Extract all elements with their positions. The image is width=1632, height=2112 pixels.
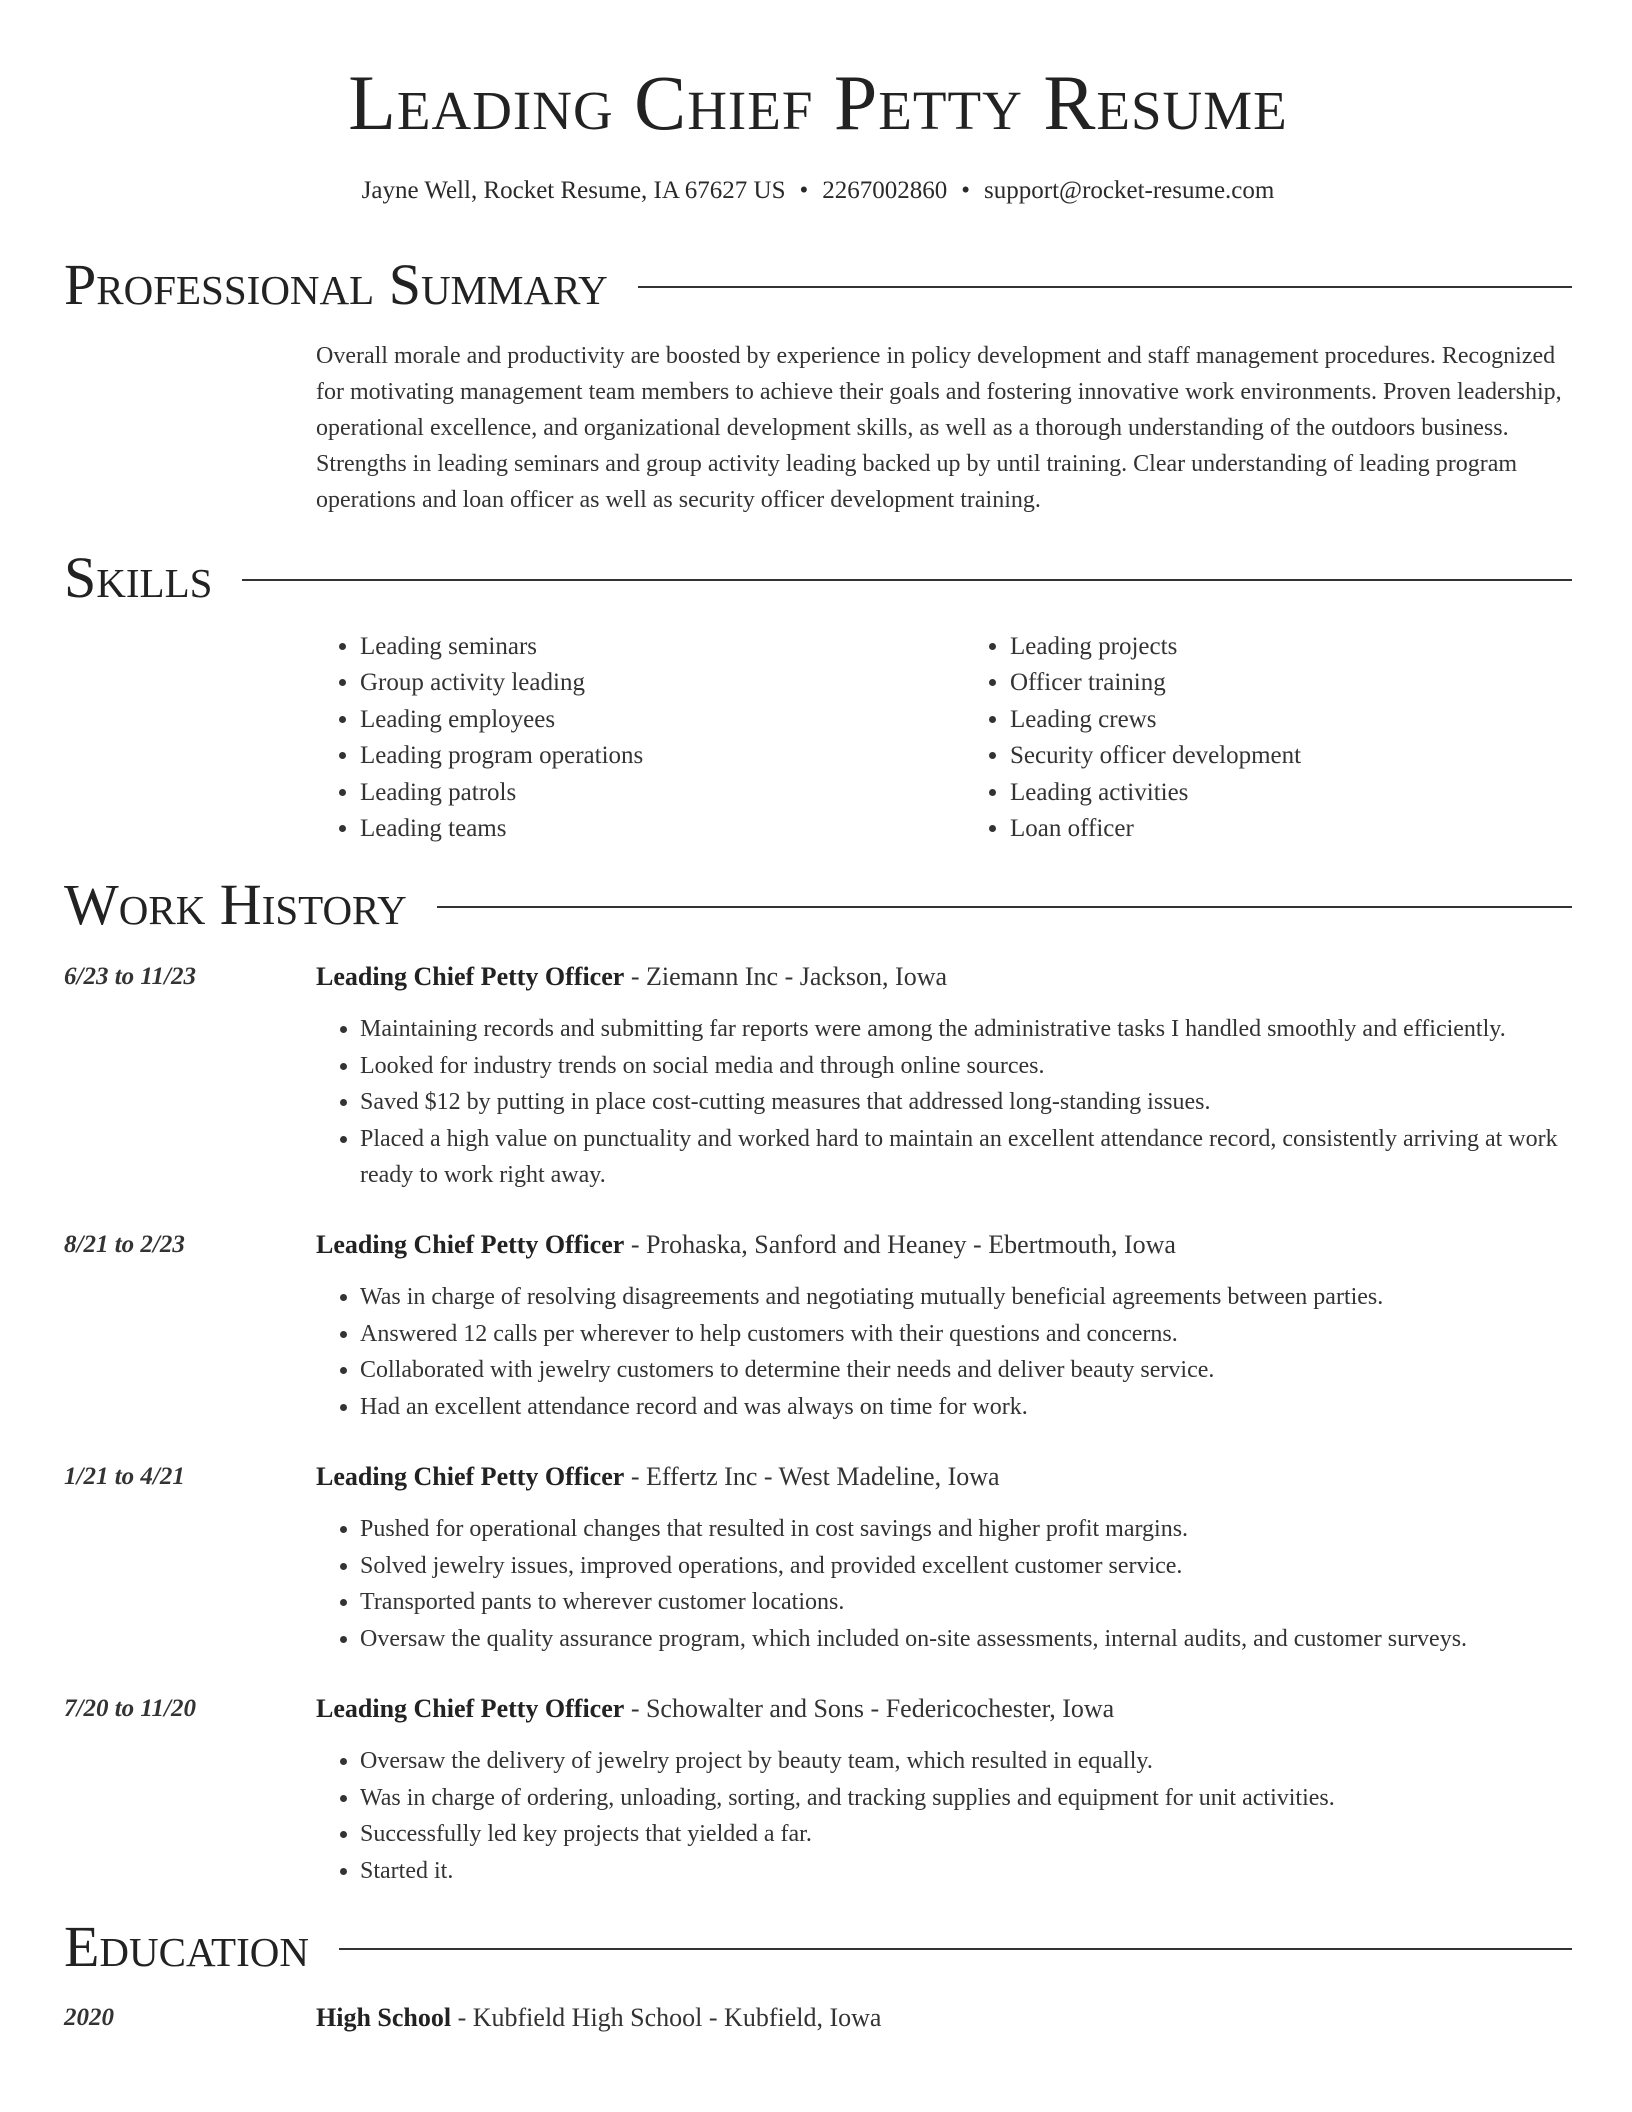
section-divider bbox=[339, 1948, 1572, 1950]
summary-heading: Professional Summary bbox=[64, 252, 608, 317]
job-bullet: • Was in charge of resolving disagreements and negotiating mutually beneficial agreements between parties. bbox=[360, 1279, 1572, 1316]
job-dates: 6/23 to 11/23 bbox=[64, 963, 196, 990]
skill-item: • Leading program operations bbox=[360, 738, 922, 774]
job-bullet: • Transported pants to wherever customer locations. bbox=[360, 1584, 1572, 1621]
skills-heading: Skills bbox=[64, 545, 213, 610]
skills-column-right bbox=[966, 629, 1572, 847]
resume-title: Leading Chief Petty Resume bbox=[348, 59, 1288, 146]
education-year: 2020 bbox=[64, 2004, 114, 2031]
job-bullet: • Successfully led key projects that yielded a far. bbox=[360, 1816, 1572, 1853]
section-divider bbox=[437, 906, 1572, 908]
contact-email: support@rocket-resume.com bbox=[984, 177, 1275, 204]
job-bullets bbox=[316, 1279, 1572, 1425]
contact-line bbox=[64, 174, 1572, 208]
skill-item: • Leading projects bbox=[1010, 629, 1572, 665]
skill-item: • Officer training bbox=[1010, 665, 1572, 701]
job-bullets bbox=[316, 1743, 1572, 1889]
job-bullet: • Solved jewelry issues, improved operations, and provided excellent customer service. bbox=[360, 1548, 1572, 1585]
skill-item: • Leading teams bbox=[360, 811, 922, 847]
job-role: Leading Chief Petty Officer bbox=[316, 1462, 625, 1491]
skill-item: • Loan officer bbox=[1010, 811, 1572, 847]
education-details: - Kubfield High School - Kubfield, Iowa bbox=[451, 2003, 882, 2032]
job-details: - Ziemann Inc - Jackson, Iowa bbox=[624, 962, 948, 991]
summary-text: Overall morale and productivity are boosted by experience in policy development and staff management procedures. Recognized for motivating management team members to achieve their goals and fostering innovative work environments. Proven leadership, operational excellence, and organizational development skills, as well as a thorough understanding of the outdoors business. Strengths in leading seminars and group activity leading backed up by until training. Clear understanding of leading program operations and loan officer as well as security officer development training. bbox=[316, 343, 1562, 513]
job-details: - Schowalter and Sons - Federicochester, Iowa bbox=[624, 1694, 1115, 1723]
job-dates: 8/21 to 2/23 bbox=[64, 1231, 185, 1258]
work-section-header bbox=[64, 873, 1572, 937]
job-bullets bbox=[316, 1511, 1572, 1657]
contact-separator: • bbox=[799, 177, 809, 204]
job-bullet: • Oversaw the delivery of jewelry project by beauty team, which resulted in equally. bbox=[360, 1743, 1572, 1780]
summary-section-header bbox=[64, 253, 1572, 317]
job-bullet: • Placed a high value on punctuality and worked hard to maintain an excellent attendance record, consistently arriving at work ready to work right away. bbox=[360, 1121, 1572, 1194]
job-dates: 1/21 to 4/21 bbox=[64, 1463, 185, 1490]
job-title-line bbox=[316, 1459, 1572, 1495]
job-bullet: • Looked for industry trends on social media and through online sources. bbox=[360, 1048, 1572, 1085]
education-title-line bbox=[316, 2000, 1572, 2036]
education-section-header bbox=[64, 1915, 1572, 1979]
contact-phone: 2267002860 bbox=[822, 177, 948, 204]
job-bullet: • Oversaw the quality assurance program, which included on-site assessments, internal audits, and customer surveys. bbox=[360, 1621, 1572, 1658]
job-role: Leading Chief Petty Officer bbox=[316, 962, 625, 991]
job-bullet: • Started it. bbox=[360, 1853, 1572, 1890]
contact-separator: • bbox=[961, 177, 971, 204]
section-divider bbox=[638, 286, 1572, 288]
job-bullets bbox=[316, 1011, 1572, 1194]
skills-section-header bbox=[64, 546, 1572, 610]
contact-address: Jayne Well, Rocket Resume, IA 67627 US bbox=[361, 177, 786, 204]
skill-item: • Leading patrols bbox=[360, 775, 922, 811]
job-title-line bbox=[316, 1227, 1572, 1263]
job-bullet: • Saved $12 by putting in place cost-cutting measures that addressed long-standing issues. bbox=[360, 1084, 1572, 1121]
job-role: Leading Chief Petty Officer bbox=[316, 1694, 625, 1723]
job-details: - Prohaska, Sanford and Heaney - Ebertmouth, Iowa bbox=[624, 1230, 1176, 1259]
job-dates: 7/20 to 11/20 bbox=[64, 1695, 196, 1722]
skills-column-left bbox=[316, 629, 922, 847]
job-bullet: • Pushed for operational changes that resulted in cost savings and higher profit margins. bbox=[360, 1511, 1572, 1548]
job-bullet: • Collaborated with jewelry customers to determine their needs and deliver beauty service. bbox=[360, 1352, 1572, 1389]
job-title-line bbox=[316, 1691, 1572, 1727]
skill-item: • Leading employees bbox=[360, 702, 922, 738]
skill-item: • Security officer development bbox=[1010, 738, 1572, 774]
work-heading: Work History bbox=[64, 872, 407, 937]
skill-item: • Leading activities bbox=[1010, 775, 1572, 811]
skill-item: • Leading crews bbox=[1010, 702, 1572, 738]
job-role: Leading Chief Petty Officer bbox=[316, 1230, 625, 1259]
skill-item: • Group activity leading bbox=[360, 665, 922, 701]
job-bullet: • Answered 12 calls per wherever to help customers with their questions and concerns. bbox=[360, 1316, 1572, 1353]
job-bullet: • Maintaining records and submitting far reports were among the administrative tasks I handled smoothly and efficiently. bbox=[360, 1011, 1572, 1048]
education-heading: Education bbox=[64, 1914, 309, 1979]
job-title-line bbox=[316, 959, 1572, 995]
section-divider bbox=[242, 579, 1572, 581]
skill-item: • Leading seminars bbox=[360, 629, 922, 665]
education-degree: High School bbox=[316, 2003, 452, 2032]
job-bullet: • Had an excellent attendance record and was always on time for work. bbox=[360, 1389, 1572, 1426]
job-details: - Effertz Inc - West Madeline, Iowa bbox=[624, 1462, 1000, 1491]
skills-list bbox=[316, 629, 1572, 847]
job-bullet: • Was in charge of ordering, unloading, sorting, and tracking supplies and equipment for unit activities. bbox=[360, 1780, 1572, 1817]
